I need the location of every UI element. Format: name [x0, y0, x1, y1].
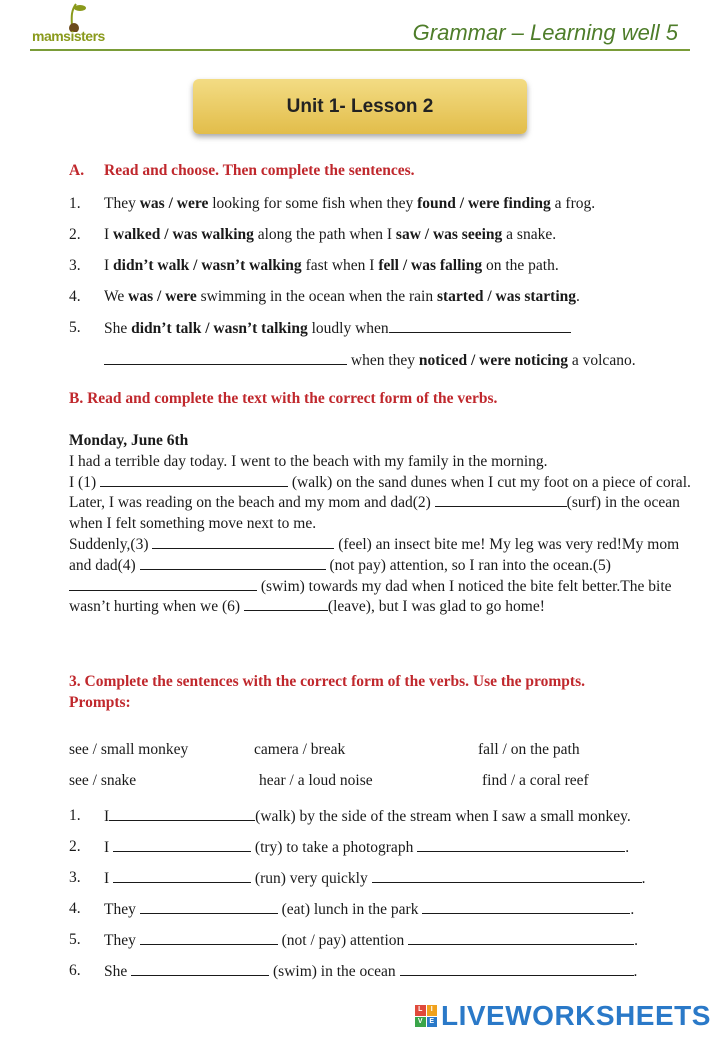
diary-date: Monday, June 6th — [69, 432, 189, 449]
item-number: 4. — [69, 288, 81, 305]
exercise-item — [0, 931, 720, 951]
text: when they — [347, 352, 419, 369]
logo-text: mamsisters — [32, 28, 105, 44]
text: on the path. — [482, 257, 559, 274]
exercise-item — [0, 288, 720, 308]
text: . — [634, 932, 639, 949]
exercise-item-continuation — [104, 351, 636, 370]
item-number: 1. — [69, 195, 81, 212]
choice-option[interactable]: saw / was seeing — [395, 226, 503, 243]
item-number: 6. — [69, 962, 81, 979]
exercise-item — [0, 838, 720, 858]
item-number: 3. — [69, 257, 81, 274]
diary-paragraph-3 — [69, 535, 699, 618]
clause-blank[interactable] — [417, 838, 625, 852]
section-a-heading: Read and choose. Then complete the sentences. — [104, 162, 415, 179]
clause-blank[interactable] — [422, 900, 630, 914]
exercise-item — [0, 869, 720, 889]
footer-brand — [415, 1000, 711, 1032]
exercise-item — [0, 900, 720, 920]
footer-brand-text: LIVEWORKSHEETS — [441, 1000, 711, 1031]
text: . — [641, 870, 646, 887]
text: . — [630, 901, 635, 918]
prompt: fall / on the path — [478, 741, 580, 758]
item-text — [104, 838, 629, 857]
blank-6[interactable] — [244, 597, 328, 611]
text: (try) to take a photograph — [251, 839, 418, 856]
icon-letter: I — [427, 1005, 438, 1016]
text: (swim) towards my dad when I noticed the bite felt better.The bite wasn’t hurting when we (6) — [69, 577, 672, 616]
text: They — [104, 195, 140, 212]
item-number: 5. — [69, 931, 81, 948]
verb-blank[interactable] — [113, 838, 251, 852]
text: swimming in the ocean when the rain — [196, 288, 437, 305]
text: They — [104, 932, 140, 949]
exercise-item — [0, 226, 720, 246]
section-b-heading: B. Read and complete the text with the correct form of the verbs. — [69, 390, 498, 407]
text: She — [104, 320, 132, 337]
exercise-item — [0, 319, 720, 339]
choice-option[interactable]: found / were finding — [417, 195, 551, 212]
text: She — [104, 963, 132, 980]
text: loudly when — [307, 320, 389, 337]
text: looking for some fish when they — [208, 195, 418, 212]
text: (run) very quickly — [251, 870, 372, 887]
text: (leave), but I was glad to go home! — [327, 598, 545, 616]
clause-blank[interactable] — [400, 962, 634, 976]
text: (not pay) attention, so I ran into the ocean.(5) — [325, 556, 611, 574]
item-text — [104, 962, 637, 981]
choice-option[interactable]: was / were — [139, 195, 209, 212]
icon-letter: L — [415, 1005, 426, 1016]
blank-4[interactable] — [140, 556, 326, 570]
blank-5[interactable] — [69, 577, 257, 591]
text: We — [104, 288, 129, 305]
text: I — [104, 839, 114, 856]
text: (walk) on the sand dunes when I cut my foot on a piece of coral. — [288, 473, 691, 491]
item-number: 5. — [69, 319, 81, 336]
verb-blank[interactable] — [140, 931, 278, 945]
text: I (1) — [69, 473, 100, 491]
text: Suddenly,(3) — [69, 535, 153, 553]
item-text — [104, 900, 634, 919]
text: I — [104, 226, 114, 243]
item-text — [104, 288, 580, 306]
item-number: 2. — [69, 226, 81, 243]
text: (swim) in the ocean — [269, 963, 400, 980]
header-divider — [30, 49, 690, 51]
text: I — [104, 808, 110, 825]
item-text — [104, 257, 559, 275]
choice-option[interactable]: started / was starting — [436, 288, 577, 305]
text: (feel) an insect bite me! My leg was very red!My mom and dad(4) — [69, 535, 680, 574]
choice-option[interactable]: fell / was falling — [378, 257, 483, 274]
text: They — [104, 901, 140, 918]
page-title: Grammar – Learning well 5 — [412, 20, 678, 45]
item-text — [104, 319, 571, 338]
verb-blank[interactable] — [140, 900, 278, 914]
text: a snake. — [502, 226, 557, 243]
choice-option[interactable]: didn’t talk / wasn’t talking — [131, 320, 308, 337]
clause-blank[interactable] — [408, 931, 634, 945]
item-text — [104, 869, 645, 888]
liveworksheets-icon — [415, 1005, 437, 1027]
item-number: 2. — [69, 838, 81, 855]
text: Later, I was reading on the beach and my mom and dad(2) — [69, 494, 435, 512]
blank-1[interactable] — [100, 473, 288, 487]
text: . — [576, 288, 580, 305]
item-text — [104, 807, 631, 826]
blank-3[interactable] — [152, 535, 334, 549]
text: along the path when I — [253, 226, 396, 243]
exercise-item — [0, 807, 720, 827]
text: . — [633, 963, 638, 980]
text: I — [104, 257, 114, 274]
item-number: 1. — [69, 807, 81, 824]
answer-blank[interactable] — [389, 319, 571, 333]
choice-option[interactable]: walked / was walking — [113, 226, 254, 243]
clause-blank[interactable] — [372, 869, 642, 883]
prompt: see / snake — [69, 772, 137, 789]
icon-letter: V — [415, 1017, 426, 1028]
choice-option[interactable]: noticed / were noticing — [418, 352, 568, 369]
diary-paragraph-2 — [69, 493, 699, 535]
verb-blank[interactable] — [109, 807, 255, 821]
prompt: camera / break — [254, 741, 346, 758]
diary-paragraph-1 — [69, 473, 699, 494]
prompt: hear / a loud noise — [259, 772, 373, 789]
text: (eat) lunch in the park — [277, 901, 423, 918]
diary-text — [69, 431, 699, 618]
icon-letter: E — [427, 1017, 438, 1028]
text: a frog. — [550, 195, 596, 212]
text: fast when I — [301, 257, 379, 274]
prompt: find / a coral reef — [482, 772, 589, 789]
item-number: 4. — [69, 900, 81, 917]
text: (surf) in the ocean when I felt something move next to me. — [69, 494, 680, 533]
answer-blank[interactable] — [104, 351, 347, 365]
verb-blank[interactable] — [131, 962, 269, 976]
section-a-label: A. — [69, 162, 85, 179]
blank-2[interactable] — [435, 493, 567, 507]
text: (not / pay) attention — [277, 932, 409, 949]
exercise-item — [0, 962, 720, 982]
diary-line: I had a terrible day today. I went to the beach with my family in the morning. — [69, 452, 548, 470]
section-3-heading: 3. Complete the sentences with the correct form of the verbs. Use the prompts. — [69, 673, 585, 690]
text: a volcano. — [568, 352, 636, 369]
unit-title: Unit 1- Lesson 2 — [193, 79, 527, 134]
item-text — [104, 226, 556, 244]
exercise-item — [0, 257, 720, 277]
choice-option[interactable]: was / were — [128, 288, 197, 305]
item-text — [104, 195, 595, 213]
item-text — [104, 931, 638, 950]
text: (walk) by the side of the stream when I saw a small monkey. — [255, 808, 631, 825]
prompts-label: Prompts: — [69, 694, 131, 711]
brand-logo — [32, 2, 122, 50]
text: I — [104, 870, 114, 887]
verb-blank[interactable] — [113, 869, 251, 883]
prompt: see / small monkey — [69, 741, 189, 758]
exercise-item — [0, 195, 720, 215]
choice-option[interactable]: didn’t walk / wasn’t walking — [113, 257, 302, 274]
item-number: 3. — [69, 869, 81, 886]
text: . — [625, 839, 630, 856]
